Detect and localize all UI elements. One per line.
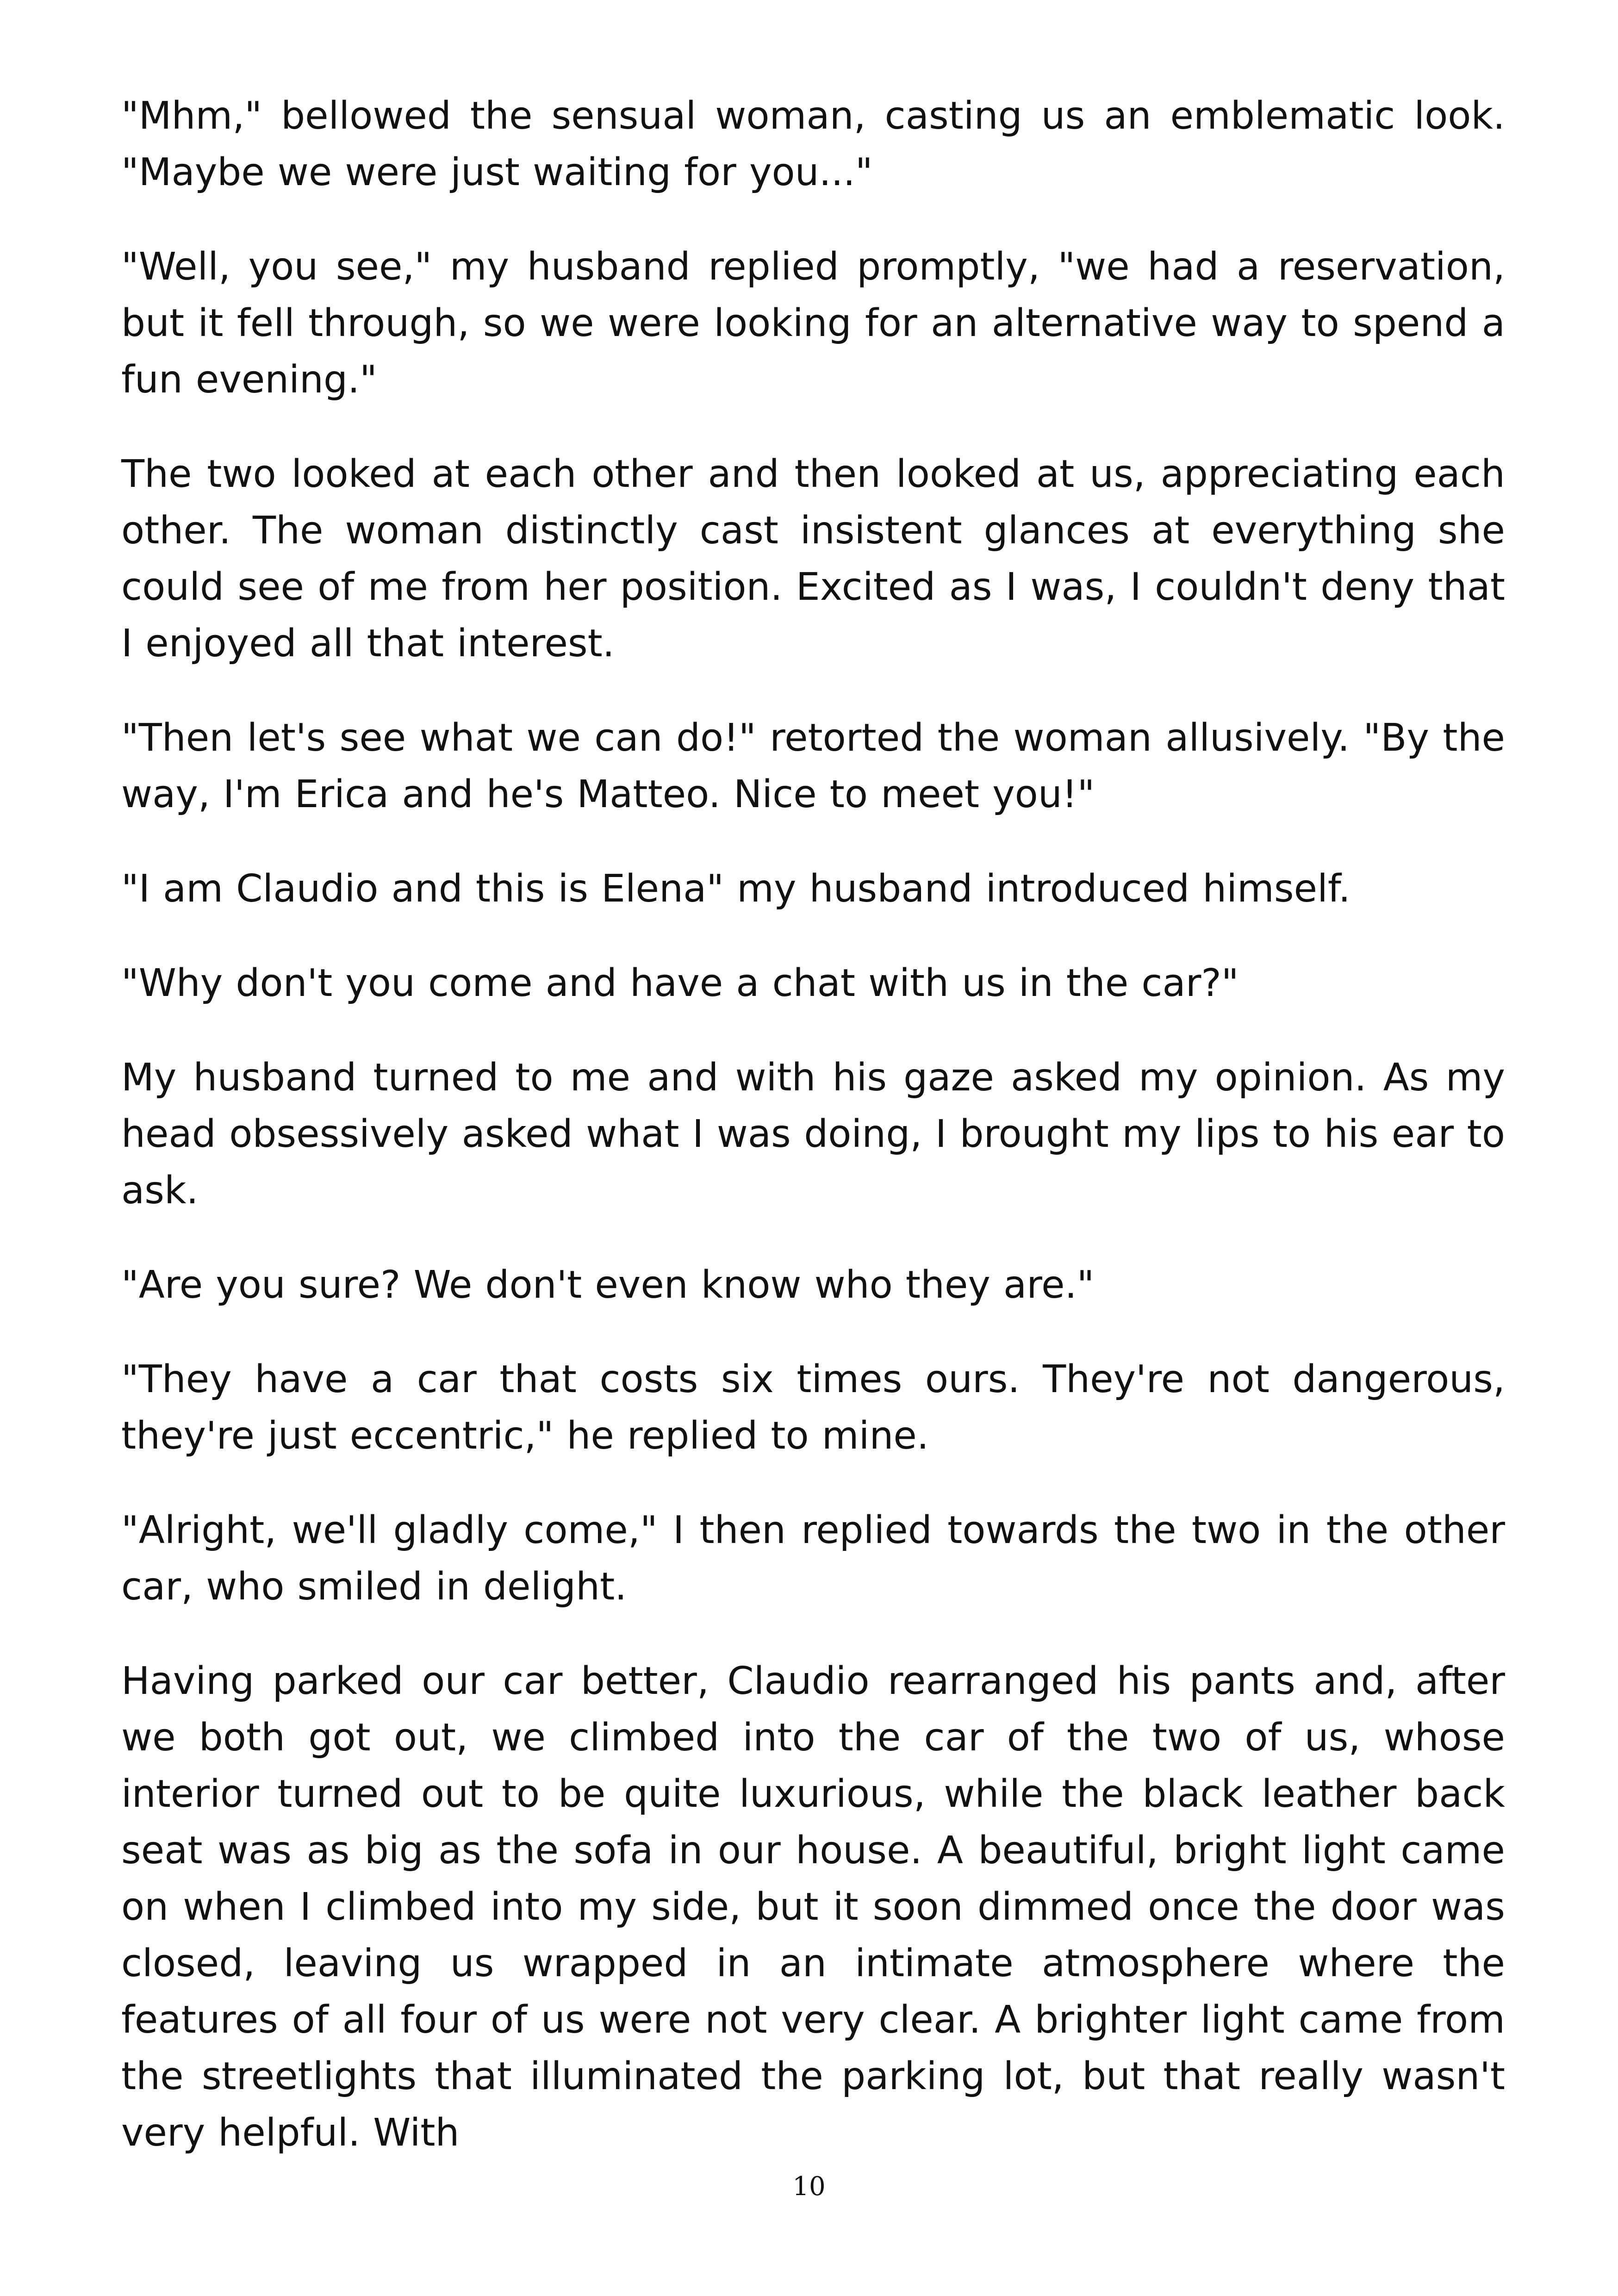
paragraph: The two looked at each other and then looked at us, appreciating each other. The woman distinctly cast insistent glances at everything she could see of me from her position. Excited as I was, I couldn't deny that I enjoyed all that interest.	[121, 452, 1505, 666]
paragraph: "Mhm," bellowed the sensual woman, casting us an emblematic look. "Maybe we were just waiting for you..."	[121, 94, 1505, 194]
paragraph: "Alright, we'll gladly come," I then replied towards the two in the other car, who smiled in delight.	[121, 1508, 1505, 1609]
body-text	[121, 88, 1505, 2161]
paragraph: "Then let's see what we can do!" retorted the woman allusively. "By the way, I'm Erica and he's Matteo. Nice to meet you!"	[121, 716, 1505, 816]
paragraph: My husband turned to me and with his gaze asked my opinion. As my head obsessively asked what I was doing, I brought my lips to his ear to ask.	[121, 1056, 1505, 1213]
paragraph: "I am Claudio and this is Elena" my husband introduced himself.	[121, 867, 1350, 911]
paragraph: "Well, you see," my husband replied promptly, "we had a reservation, but it fell through, so we were looking for an alternative way to spend a fun evening."	[121, 245, 1505, 402]
paragraph-last: Having parked our car better, Claudio rearranged his pants and, after we both got out, we climbed into the car of the two of us, whose interior turned out to be quite luxurious, while the black leather back seat was as big as the sofa in our house. A beautiful, bright light came on when I climbed into my side, but it soon dimmed once the door was closed, leaving us wrapped in an intimate atmosphere where the features of all four of us were not very clear. A brighter light came from the streetlights that illuminated the parking lot, but that really wasn't very helpful. With	[121, 1659, 1505, 2155]
page-number: 10	[792, 2172, 826, 2202]
paragraph: "They have a car that costs six times ours. They're not dangerous, they're just eccentric," he replied to mine.	[121, 1357, 1505, 1458]
paragraph: "Why don't you come and have a chat with us in the car?"	[121, 961, 1239, 1005]
paragraph: "Are you sure? We don't even know who they are."	[121, 1263, 1095, 1307]
